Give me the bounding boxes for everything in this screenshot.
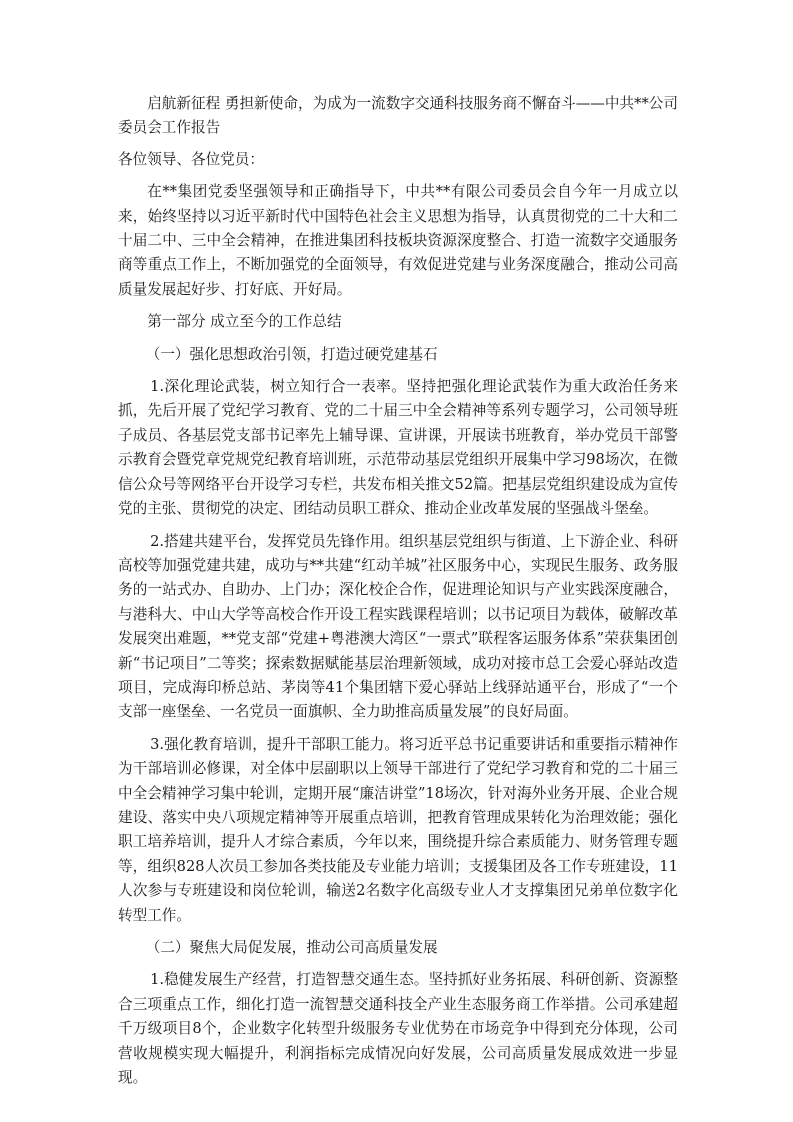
report-title: 启航新征程 勇担新使命，为成为一流数字交通科技服务商不懈奋斗——中共**公司委员会工作报告 <box>118 95 678 137</box>
section-two-paragraph-1: 1.稳健发展生产经营，打造智慧交通生态。坚持抓好业务拓展、科研创新、资源整合三项重点工作，细化打造一流智慧交通科技全产业生态服务商工作举措。公司承建超千万级项目8个，企业数字化转型升级服务专业优势在市场竞争中得到充分体现，公司营收规模实现大幅提升，利润指标完成情况向好发展，公司高质量发展成效进一步显现。 <box>118 971 678 1087</box>
section-one-paragraph-3: 3.强化教育培训，提升干部职工能力。将习近平总书记重要讲话和重要指示精神作为干部培训必修课，对全体中层副职以上领导干部进行了党纪学习教育和党的二十届三中全会精神学习集中轮训，定期开展“廉洁讲堂”18场次，针对海外业务开展、企业合规建设、落实中央八项规定精神等开展重点培训，把教育管理成果转化为治理效能；强化职工培养培训，提升人才综合素质，今年以来，围绕提升综合素质能力、财务管理专题等，组织828人次员工参加各类技能及专业能力培训；支援集团及各工作专班建设，11人次参与专班建设和岗位轮训，输送2名数字化高级专业人才支撑集团兄弟单位数字化转型工作。 <box>118 735 678 924</box>
report-page <box>118 92 678 1098</box>
salutation: 各位领导、各位党员： <box>118 150 264 168</box>
section-one-paragraph-2: 2.搭建共建平台，发挥党员先锋作用。组织基层党组织与街道、上下游企业、科研高校等加强党建共建，成功与**共建“红动羊城”社区服务中心，实现民生服务、政务服务的一站式办、自助办、上门办；深化校企合作，促进理论知识与产业实践深度融合，与港科大、中山大学等高校合作开设工程实践课程培训；以书记项目为载体，破解改革发展突出难题，**党支部“党建+粤港澳大湾区“一票式”联程客运服务体系”荣获集团创新“书记项目”二等奖；探索数据赋能基层治理新领域，成功对接市总工会爱心驿站改造项目，完成海印桥总站、茅岗等41个集团辖下爱心驿站上线驿站通平台，形成了“一个支部一座堡垒、一名党员一面旗帜、全力助推高质量发展”的良好局面。 <box>118 532 678 721</box>
part-one-heading: 第一部分 成立至今的工作总结 <box>147 313 342 331</box>
section-one-heading: （一）强化思想政治引领，打造过硬党建基石 <box>145 345 438 363</box>
section-two-heading: （二）聚焦大局促发展，推动公司高质量发展 <box>145 939 438 956</box>
section-one-paragraph-1: 1.深化理论武装，树立知行合一表率。坚持把强化理论武装作为重大政治任务来抓，先后开展了党纪学习教育、党的二十届三中全会精神等系列专题学习，公司领导班子成员、各基层党支部书记率先上辅导课、宣讲课，开展读书班教育，举办党员干部警示教育会暨党章党规党纪教育培训班，示范带动基层党组织开展集中学习98场次，在微信公众号等网络平台开设学习专栏，共发布相关推文52篇。把基层党组织建设成为宣传党的主张、贯彻党的决定、团结动员职工群众、推动企业改革发展的坚强战斗堡垒。 <box>118 378 678 518</box>
intro-paragraph: 在**集团党委坚强领导和正确指导下，中共**有限公司委员会自今年一月成立以来，始终坚持以习近平新时代中国特色社会主义思想为指导，认真贯彻党的二十大和二十届二中、三中全会精神，在推进集团科技板块资源深度整合、打造一流数字交通服务商等重点工作上，不断加强党的全面领导，有效促进党建与业务深度融合，推动公司高质量发展起好步、打好底、开好局。 <box>118 183 678 298</box>
